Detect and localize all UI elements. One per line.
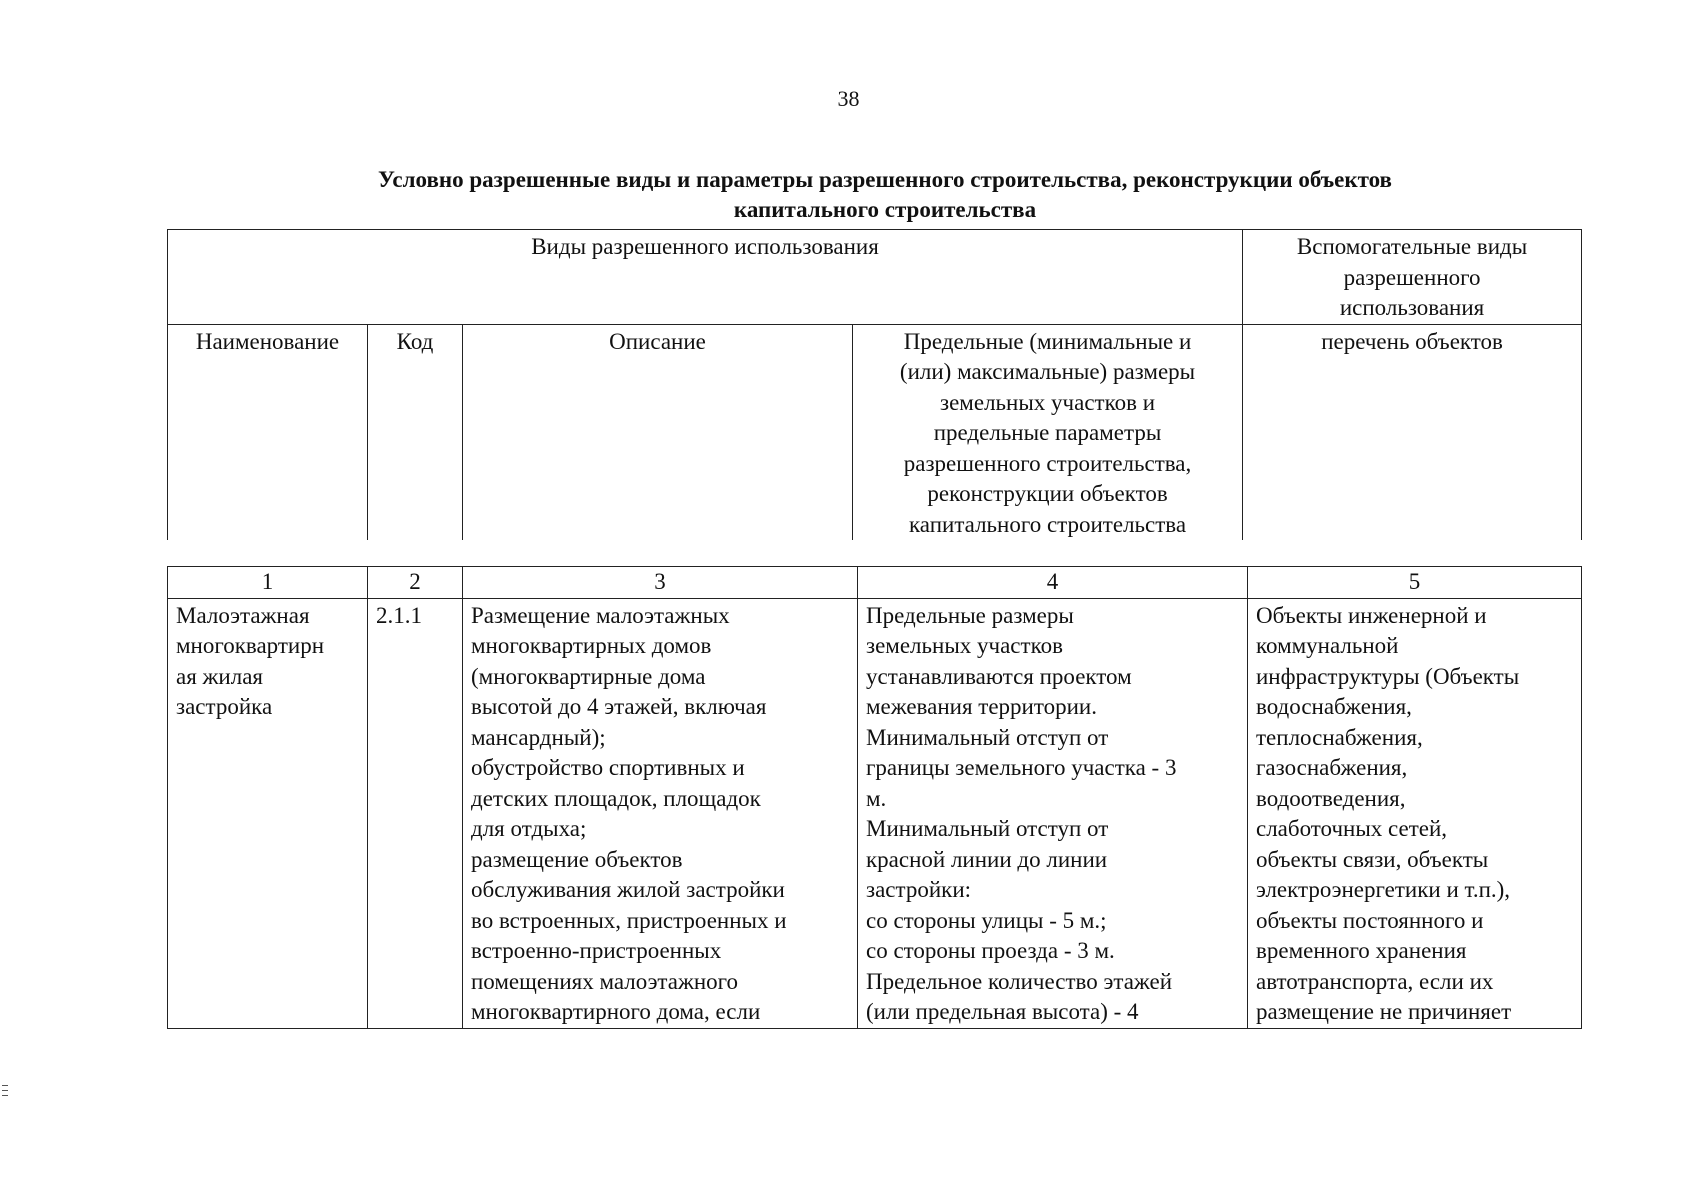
- cell-line: объекты постоянного и: [1256, 907, 1484, 933]
- cell-line: высотой до 4 этажей, включая: [471, 694, 767, 719]
- cell-line: ая жилая: [176, 663, 264, 689]
- body-table: [167, 566, 1582, 1029]
- cell-line: Предельное количество этажей: [866, 968, 1173, 994]
- cell-line: временного хранения: [1256, 938, 1467, 963]
- cell-line: обустройство спортивных и: [471, 755, 745, 780]
- cell-line: водоотведения,: [1256, 785, 1406, 811]
- cell-line: во встроенных, пристроенных и: [471, 907, 787, 933]
- cell-line: электроэнергетики и т.п.),: [1256, 877, 1511, 902]
- cell-line: слаботочных сетей,: [1256, 816, 1448, 841]
- cell-line: детских площадок, площадок: [471, 785, 761, 811]
- cell-line: автотранспорта, если их: [1256, 968, 1494, 994]
- header-aux-line: разрешенного: [1343, 264, 1481, 290]
- cell-line: размещение объектов: [471, 846, 683, 872]
- header-col-aux: перечень объектов: [1243, 324, 1582, 540]
- cell-line: водоснабжения,: [1256, 694, 1412, 719]
- header-group-permitted-uses: Виды разрешенного использования: [168, 230, 1243, 325]
- cell-line: земельных участков: [866, 633, 1063, 658]
- header-limits-line: капитального строительства: [908, 511, 1187, 537]
- header-limits-line: разрешенного строительства,: [903, 450, 1192, 476]
- cell-line: инфраструктуры (Объекты: [1256, 663, 1520, 689]
- cell-line: красной линии до линии: [866, 846, 1108, 872]
- header-col-name: Наименование: [168, 324, 368, 540]
- document-title: [300, 165, 1470, 225]
- cell-line: размещение не причиняет: [1256, 999, 1512, 1024]
- column-number: 5: [1248, 567, 1582, 599]
- cell-line: обслуживания жилой застройки: [471, 877, 785, 902]
- cell-line: со стороны проезда - 3 м.: [866, 938, 1115, 963]
- cell-line: Объекты инженерной и: [1256, 602, 1487, 628]
- cell-line: (многоквартирные дома: [471, 663, 706, 689]
- cell-line: Размещение малоэтажных: [471, 602, 730, 628]
- cell-line: многоквартирных домов: [471, 633, 712, 658]
- cell-line: для отдыха;: [471, 816, 587, 841]
- column-number: 3: [463, 567, 858, 599]
- header-limits-line: реконструкции объектов: [927, 481, 1168, 506]
- cell-line: газоснабжения,: [1256, 755, 1408, 780]
- header-limits-line: (или) максимальные) размеры: [899, 359, 1196, 384]
- cell-line: многоквартирн: [176, 633, 325, 658]
- cell-line: со стороны улицы - 5 м.;: [866, 907, 1107, 933]
- page-number: 38: [837, 86, 860, 111]
- column-number: 1: [168, 567, 368, 599]
- cell-line: теплоснабжения,: [1256, 724, 1423, 750]
- header-col-code: Код: [368, 324, 463, 540]
- header-aux-line: использования: [1339, 295, 1485, 320]
- cell-code: 2.1.1: [368, 598, 463, 1028]
- cell-line: застройка: [176, 694, 273, 719]
- title-line-2: капитального строительства: [733, 197, 1037, 222]
- cell-aux: [1248, 598, 1582, 1028]
- cell-name: [168, 598, 368, 1028]
- scan-margin-mark: [2, 1085, 8, 1086]
- cell-line: Малоэтажная: [176, 602, 310, 628]
- scan-margin-mark: [2, 1090, 8, 1091]
- cell-line: объекты связи, объекты: [1256, 846, 1489, 872]
- cell-line: помещениях малоэтажного: [471, 968, 739, 994]
- cell-line: мансардный);: [471, 724, 606, 750]
- cell-line: м.: [866, 785, 887, 811]
- column-number: 2: [368, 567, 463, 599]
- cell-line: границы земельного участка - 3: [866, 755, 1177, 780]
- scan-margin-mark: [2, 1095, 8, 1096]
- title-line-1: Условно разрешенные виды и параметры разрешенного строительства, реконструкции объектов: [378, 167, 1392, 192]
- cell-line: Минимальный отступ от: [866, 724, 1109, 750]
- cell-description: [463, 598, 858, 1028]
- column-number: 4: [858, 567, 1248, 599]
- header-limits-line: предельные параметры: [933, 420, 1162, 445]
- cell-limits: [858, 598, 1248, 1028]
- cell-line: Предельные размеры: [866, 602, 1074, 628]
- header-table: [167, 229, 1582, 540]
- header-limits-line: земельных участков и: [940, 389, 1156, 415]
- cell-line: Минимальный отступ от: [866, 816, 1109, 841]
- cell-line: многоквартирного дома, если: [471, 999, 761, 1024]
- header-aux-line: Вспомогательные виды: [1296, 234, 1528, 259]
- cell-line: межевания территории.: [866, 694, 1097, 719]
- cell-line: коммунальной: [1256, 633, 1399, 658]
- cell-line: встроенно-пристроенных: [471, 938, 722, 963]
- header-col-description: Описание: [463, 324, 853, 540]
- cell-line: устанавливаются проектом: [866, 663, 1132, 689]
- header-group-auxiliary-uses: [1243, 230, 1582, 325]
- cell-line: (или предельная высота) - 4: [866, 999, 1139, 1024]
- header-col-limits: [853, 324, 1243, 540]
- cell-line: застройки:: [866, 877, 972, 902]
- header-limits-line: Предельные (минимальные и: [903, 328, 1192, 354]
